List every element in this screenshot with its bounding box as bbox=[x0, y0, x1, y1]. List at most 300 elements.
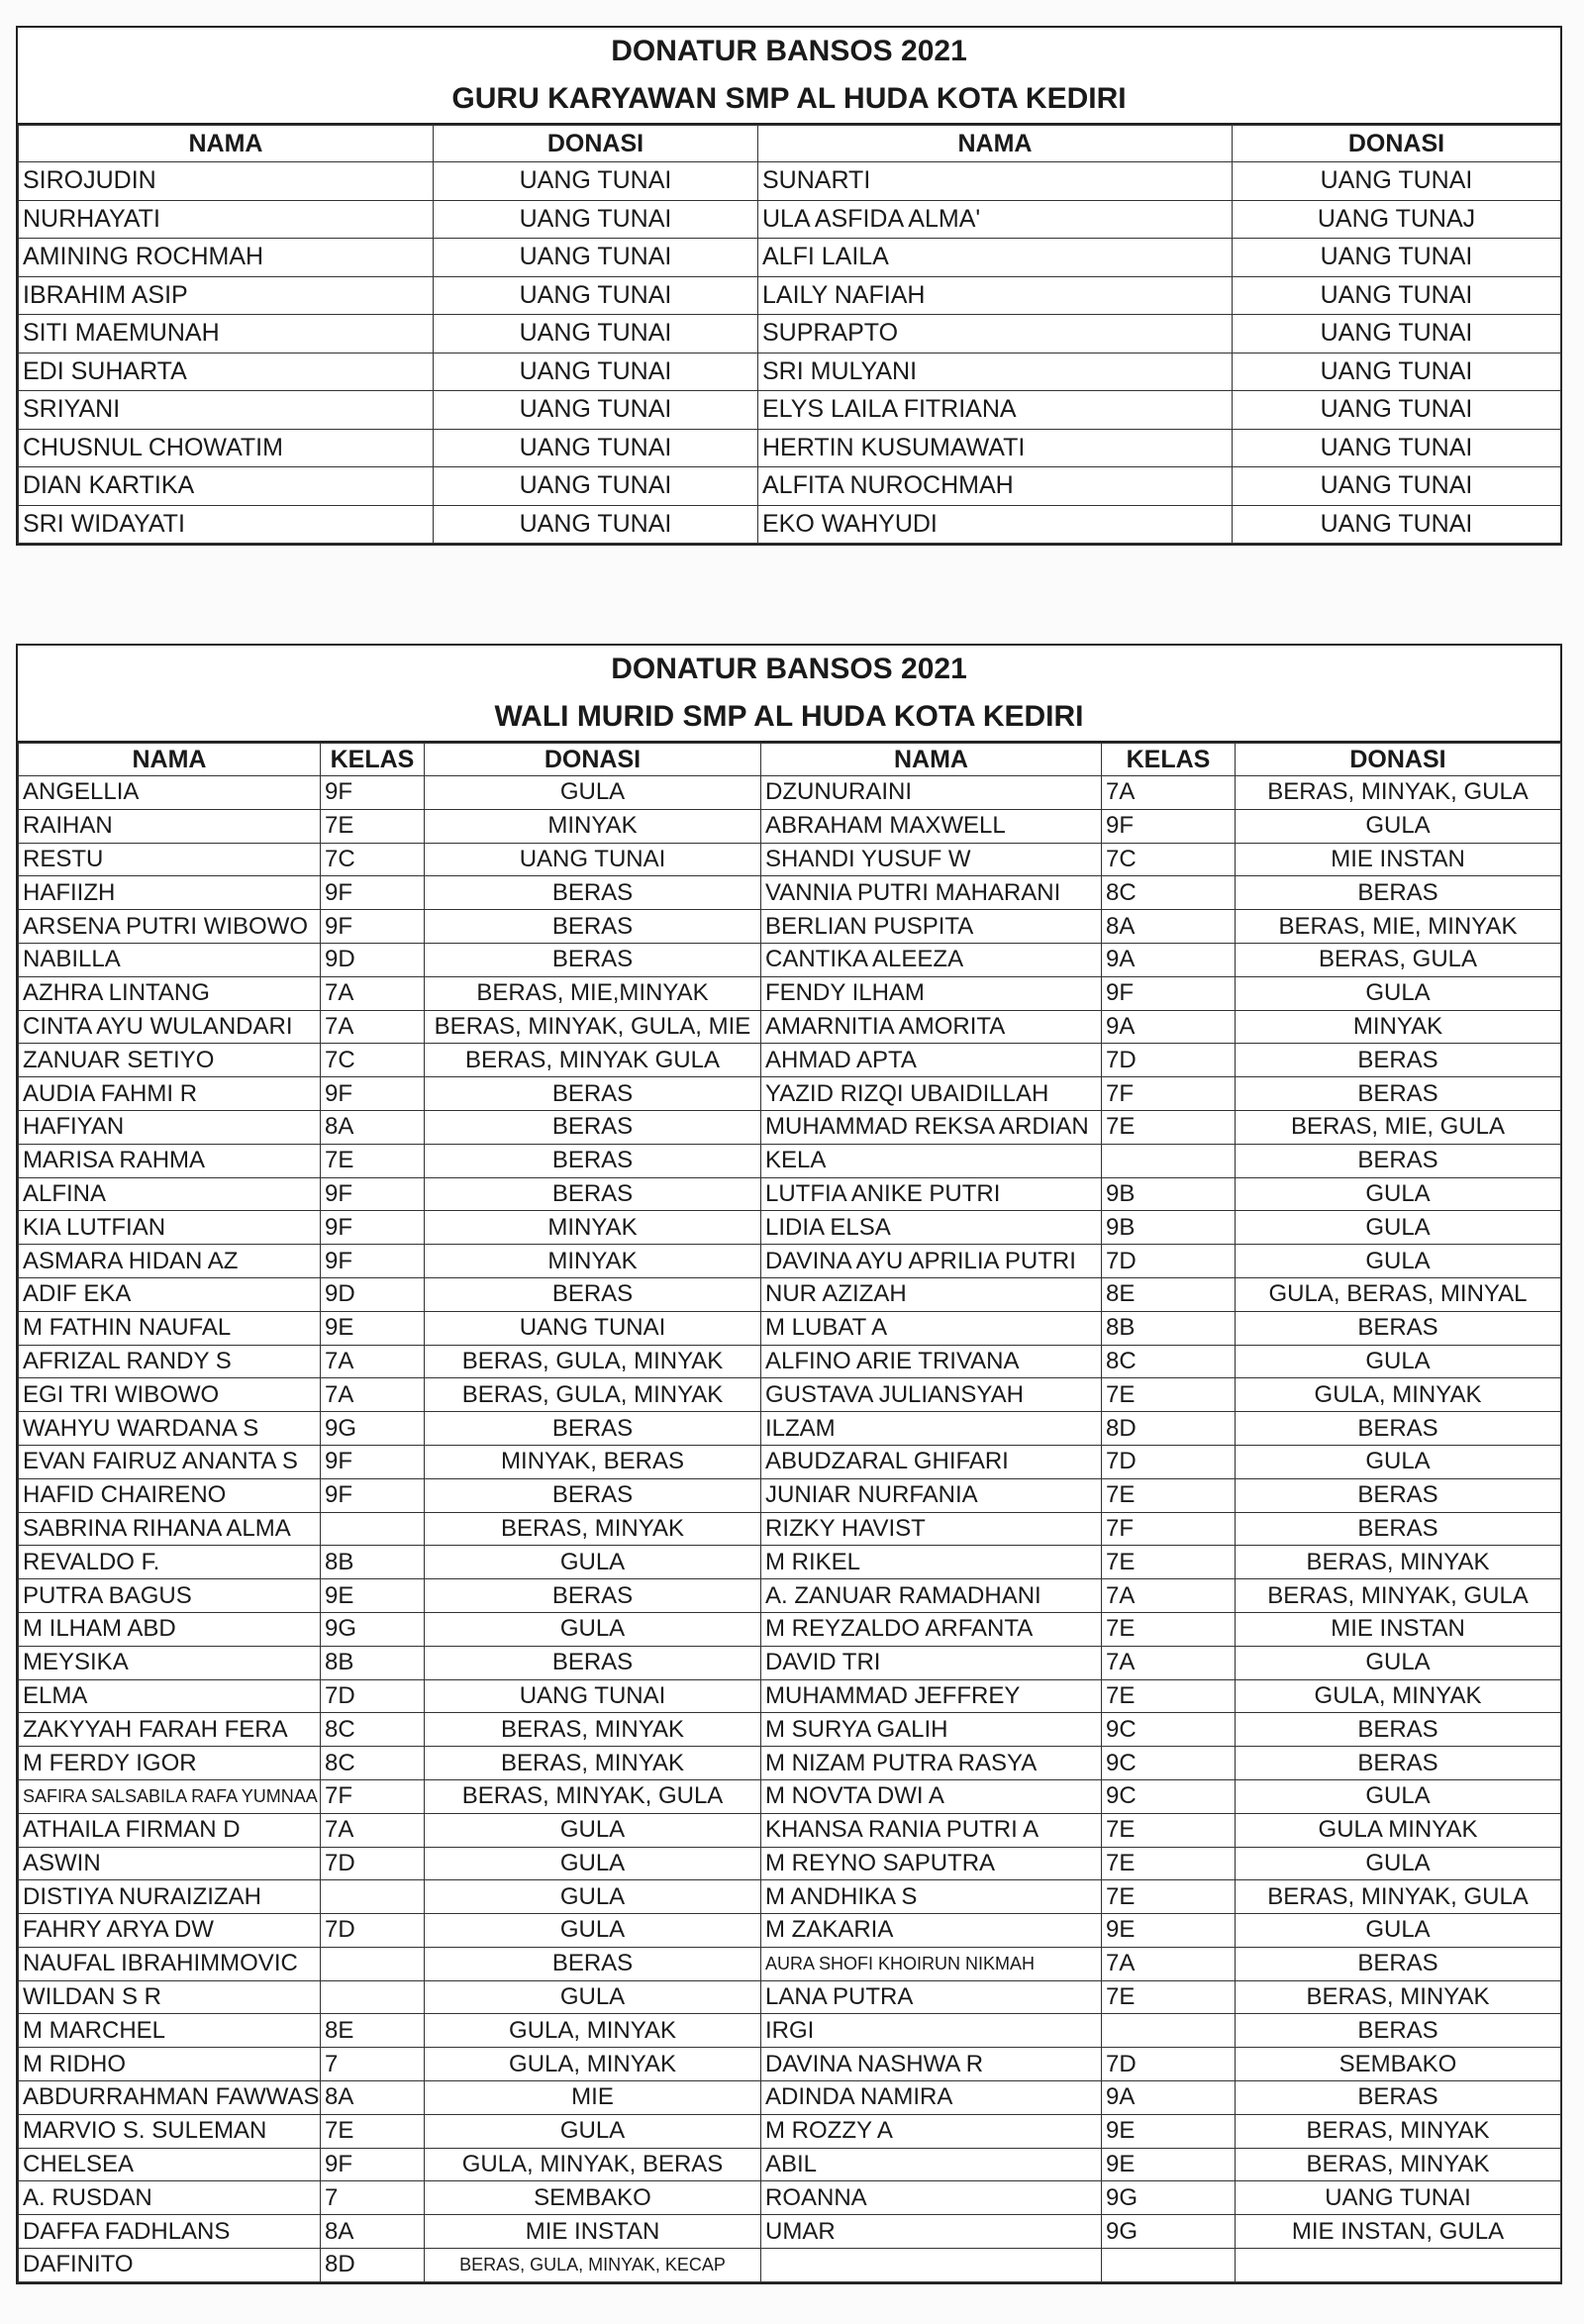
table-row bbox=[19, 1245, 1561, 1278]
table-cell: M ANDHIKA S bbox=[761, 1880, 1102, 1914]
table-cell bbox=[1102, 2014, 1236, 2048]
table-cell: BERAS bbox=[425, 1646, 761, 1679]
table-cell: 9G bbox=[1102, 2215, 1236, 2249]
table-cell: EVAN FAIRUZ ANANTA S bbox=[19, 1445, 321, 1478]
table-row bbox=[19, 1612, 1561, 1646]
table-cell: M FATHIN NAUFAL bbox=[19, 1311, 321, 1345]
table-cell: ZANUAR SETIYO bbox=[19, 1044, 321, 1077]
table-cell: DZUNURAINI bbox=[761, 776, 1102, 810]
table-cell: UANG TUNAJ bbox=[1233, 200, 1561, 239]
table-row bbox=[19, 976, 1561, 1010]
table-cell: M FERDY IGOR bbox=[19, 1747, 321, 1780]
table-cell: BERAS bbox=[1236, 2081, 1561, 2115]
table-cell: 8C bbox=[321, 1713, 425, 1747]
table-cell: UANG TUNAI bbox=[425, 1311, 761, 1345]
table-cell: BERAS bbox=[1236, 1713, 1561, 1747]
table-cell: EDI SUHARTA bbox=[19, 353, 434, 391]
parent-donor-table bbox=[18, 743, 1561, 2282]
table-cell: KIA LUTFIAN bbox=[19, 1211, 321, 1245]
table-cell: BERAS bbox=[425, 1579, 761, 1613]
table-cell: UANG TUNAI bbox=[434, 353, 758, 391]
table-cell: GULA, MINYAK bbox=[425, 2014, 761, 2048]
table-cell: 7E bbox=[1102, 1110, 1236, 1144]
column-header: NAMA bbox=[19, 126, 434, 162]
table-cell: JUNIAR NURFANIA bbox=[761, 1478, 1102, 1512]
table-cell: BERAS bbox=[425, 1110, 761, 1144]
table-cell: BERAS bbox=[1236, 1478, 1561, 1512]
table-cell: 7A bbox=[1102, 776, 1236, 810]
table-cell: UANG TUNAI bbox=[434, 505, 758, 544]
table-cell: ULA ASFIDA ALMA' bbox=[758, 200, 1233, 239]
table-cell: VANNIA PUTRI MAHARANI bbox=[761, 876, 1102, 910]
table-cell: 9B bbox=[1102, 1211, 1236, 1245]
table-row bbox=[19, 1914, 1561, 1948]
table-cell: 9F bbox=[321, 1177, 425, 1211]
table-cell: 7D bbox=[1102, 1445, 1236, 1478]
table-cell: ILZAM bbox=[761, 1412, 1102, 1446]
table-cell: 7D bbox=[321, 1847, 425, 1880]
table-cell: AUDIA FAHMI R bbox=[19, 1077, 321, 1111]
table-cell: GULA bbox=[1236, 1847, 1561, 1880]
table-cell: 7 bbox=[321, 2181, 425, 2215]
table-cell: BERAS bbox=[425, 910, 761, 944]
table-cell: 8A bbox=[321, 1110, 425, 1144]
table-cell: MINYAK bbox=[425, 809, 761, 843]
table-row bbox=[19, 1412, 1561, 1446]
table-cell: BERAS bbox=[425, 1277, 761, 1311]
table-cell: YAZID RIZQI UBAIDILLAH bbox=[761, 1077, 1102, 1111]
table-cell: UMAR bbox=[761, 2215, 1102, 2249]
table-cell: UANG TUNAI bbox=[434, 200, 758, 239]
table-cell: 9F bbox=[321, 876, 425, 910]
table-cell: SAFIRA SALSABILA RAFA YUMNAA bbox=[19, 1779, 321, 1813]
table-cell: GULA bbox=[425, 1813, 761, 1847]
table-row bbox=[19, 876, 1561, 910]
table-cell: ALFINO ARIE TRIVANA bbox=[761, 1345, 1102, 1378]
table-cell: 9F bbox=[321, 1445, 425, 1478]
table-cell: UANG TUNAI bbox=[434, 429, 758, 467]
table-cell: ABRAHAM MAXWELL bbox=[761, 809, 1102, 843]
table-row bbox=[19, 1646, 1561, 1679]
table-cell: GULA bbox=[1236, 976, 1561, 1010]
table-cell: SHANDI YUSUF W bbox=[761, 843, 1102, 876]
table-row bbox=[19, 276, 1561, 315]
table-row bbox=[19, 1512, 1561, 1546]
table-cell: 9A bbox=[1102, 2081, 1236, 2115]
parent-title-line-1: DONATUR BANSOS 2021 bbox=[611, 653, 967, 685]
table-cell: SRI WIDAYATI bbox=[19, 505, 434, 544]
table-cell: BERAS, MINYAK bbox=[1236, 2148, 1561, 2181]
table-cell: BERAS, MIE, GULA bbox=[1236, 1110, 1561, 1144]
table-row bbox=[19, 2181, 1561, 2215]
table-cell: 7F bbox=[321, 1779, 425, 1813]
table-cell: HAFIIZH bbox=[19, 876, 321, 910]
table-cell: CINTA AYU WULANDARI bbox=[19, 1010, 321, 1044]
table-cell: 9A bbox=[1102, 1010, 1236, 1044]
table-row bbox=[19, 429, 1561, 467]
table-cell: 7E bbox=[321, 809, 425, 843]
table-cell: GULA bbox=[425, 1847, 761, 1880]
table-cell: M RIKEL bbox=[761, 1546, 1102, 1579]
table-cell: 7E bbox=[1102, 1546, 1236, 1579]
table-cell: MIE bbox=[425, 2081, 761, 2115]
table-cell: 7E bbox=[321, 2114, 425, 2148]
table-cell: ABIL bbox=[761, 2148, 1102, 2181]
table-cell: 9E bbox=[1102, 2148, 1236, 2181]
table-cell: BERAS bbox=[425, 1144, 761, 1177]
table-cell bbox=[1102, 1144, 1236, 1177]
table-cell: ANGELLIA bbox=[19, 776, 321, 810]
table-cell: 9C bbox=[1102, 1779, 1236, 1813]
table-cell: 9E bbox=[1102, 1914, 1236, 1948]
table-cell: LANA PUTRA bbox=[761, 1980, 1102, 2014]
table-cell: REVALDO F. bbox=[19, 1546, 321, 1579]
table-row bbox=[19, 1311, 1561, 1345]
table-cell: 9E bbox=[1102, 2114, 1236, 2148]
table-cell: MARISA RAHMA bbox=[19, 1144, 321, 1177]
table-cell: 8A bbox=[321, 2215, 425, 2249]
table-cell: NAUFAL IBRAHIMMOVIC bbox=[19, 1947, 321, 1980]
table-cell: ARSENA PUTRI WIBOWO bbox=[19, 910, 321, 944]
table-row bbox=[19, 505, 1561, 544]
table-cell: GULA bbox=[425, 1914, 761, 1948]
table-row bbox=[19, 2048, 1561, 2081]
table-cell: GULA bbox=[425, 1880, 761, 1914]
table-cell: GULA bbox=[425, 1546, 761, 1579]
table-cell: 7A bbox=[321, 976, 425, 1010]
table-cell: BERAS, MINYAK, GULA bbox=[1236, 776, 1561, 810]
table-cell: A. ZANUAR RAMADHANI bbox=[761, 1579, 1102, 1613]
table-cell: SUPRAPTO bbox=[758, 315, 1233, 354]
column-header: DONASI bbox=[1233, 126, 1561, 162]
table-row bbox=[19, 1579, 1561, 1613]
table-cell: HAFIYAN bbox=[19, 1110, 321, 1144]
table-cell: BERAS, MINYAK, GULA bbox=[425, 1779, 761, 1813]
table-cell: M RIDHO bbox=[19, 2048, 321, 2081]
table-cell: AFRIZAL RANDY S bbox=[19, 1345, 321, 1378]
table-cell: 9G bbox=[1102, 2181, 1236, 2215]
table-cell: FAHRY ARYA DW bbox=[19, 1914, 321, 1948]
table-cell: UANG TUNAI bbox=[434, 276, 758, 315]
table-cell: BERAS, MINYAK bbox=[425, 1747, 761, 1780]
table-cell: BERAS bbox=[1236, 1747, 1561, 1780]
table-row bbox=[19, 2148, 1561, 2181]
table-cell: GULA bbox=[1236, 1211, 1561, 1245]
table-cell: ROANNA bbox=[761, 2181, 1102, 2215]
table-cell: ABUDZARAL GHIFARI bbox=[761, 1445, 1102, 1478]
table-cell: ADIF EKA bbox=[19, 1277, 321, 1311]
table-cell: BERAS bbox=[425, 1478, 761, 1512]
table-cell: ALFI LAILA bbox=[758, 239, 1233, 277]
table-cell bbox=[321, 1880, 425, 1914]
table-row bbox=[19, 2215, 1561, 2249]
table-cell: EGI TRI WIBOWO bbox=[19, 1378, 321, 1412]
table-cell: NURHAYATI bbox=[19, 200, 434, 239]
table-cell: 9F bbox=[321, 776, 425, 810]
table-row bbox=[19, 2114, 1561, 2148]
table-cell: ASWIN bbox=[19, 1847, 321, 1880]
table-cell: HERTIN KUSUMAWATI bbox=[758, 429, 1233, 467]
table-cell: ALFINA bbox=[19, 1177, 321, 1211]
table-cell: 8E bbox=[321, 2014, 425, 2048]
column-header: KELAS bbox=[1102, 744, 1236, 776]
table-cell: M NIZAM PUTRA RASYA bbox=[761, 1747, 1102, 1780]
table-row bbox=[19, 1077, 1561, 1111]
table-cell: 9F bbox=[1102, 809, 1236, 843]
table-cell: DAFINITO bbox=[19, 2249, 321, 2282]
table-cell: RAIHAN bbox=[19, 809, 321, 843]
table-cell: 7F bbox=[1102, 1512, 1236, 1546]
table-row bbox=[19, 391, 1561, 430]
table-cell: GULA bbox=[425, 2114, 761, 2148]
table-cell: GULA bbox=[1236, 1345, 1561, 1378]
table-row bbox=[19, 1713, 1561, 1747]
table-cell: BERAS, GULA bbox=[1236, 943, 1561, 976]
table-cell: 7E bbox=[1102, 1847, 1236, 1880]
table-cell: GULA bbox=[425, 1980, 761, 2014]
table-cell: A. RUSDAN bbox=[19, 2181, 321, 2215]
table-cell: GULA bbox=[1236, 809, 1561, 843]
table-row bbox=[19, 943, 1561, 976]
table-cell: BERAS, MIE,MINYAK bbox=[425, 976, 761, 1010]
table-cell bbox=[321, 1947, 425, 1980]
table-cell: M REYNO SAPUTRA bbox=[761, 1847, 1102, 1880]
table-cell: AMINING ROCHMAH bbox=[19, 239, 434, 277]
table-row bbox=[19, 1010, 1561, 1044]
table-cell: UANG TUNAI bbox=[1233, 391, 1561, 430]
table-cell: UANG TUNAI bbox=[1233, 162, 1561, 201]
table-cell: BERAS, GULA, MINYAK bbox=[425, 1345, 761, 1378]
table-cell: UANG TUNAI bbox=[1236, 2181, 1561, 2215]
table-row bbox=[19, 467, 1561, 506]
table-cell: 7A bbox=[1102, 1579, 1236, 1613]
table-cell: 7D bbox=[1102, 1245, 1236, 1278]
table-cell: 8B bbox=[321, 1546, 425, 1579]
table-cell: ALFITA NUROCHMAH bbox=[758, 467, 1233, 506]
table-cell: BERAS, GULA, MINYAK bbox=[425, 1378, 761, 1412]
table-cell: 7E bbox=[1102, 1679, 1236, 1713]
table-cell: BERAS bbox=[425, 1077, 761, 1111]
table-cell: 8C bbox=[1102, 1345, 1236, 1378]
table-cell: ASMARA HIDAN AZ bbox=[19, 1245, 321, 1278]
table-row bbox=[19, 809, 1561, 843]
table-cell: GULA bbox=[1236, 1445, 1561, 1478]
table-cell: UANG TUNAI bbox=[434, 467, 758, 506]
table-cell: RIZKY HAVIST bbox=[761, 1512, 1102, 1546]
table-cell: 9F bbox=[321, 1077, 425, 1111]
table-cell: 8C bbox=[1102, 876, 1236, 910]
table-cell: ELYS LAILA FITRIANA bbox=[758, 391, 1233, 430]
table-cell: UANG TUNAI bbox=[1233, 353, 1561, 391]
table-row bbox=[19, 1378, 1561, 1412]
table-cell: 7A bbox=[321, 1378, 425, 1412]
table-cell: 7E bbox=[321, 1144, 425, 1177]
table-cell: MINYAK bbox=[425, 1245, 761, 1278]
table-cell: 9D bbox=[321, 1277, 425, 1311]
table-cell: AHMAD APTA bbox=[761, 1044, 1102, 1077]
table-cell: BERAS, MINYAK bbox=[1236, 1980, 1561, 2014]
table-row bbox=[19, 1144, 1561, 1177]
parent-table-title bbox=[18, 646, 1560, 743]
table-cell bbox=[761, 2249, 1102, 2282]
table-cell bbox=[1236, 2249, 1561, 2282]
table-cell: 8D bbox=[321, 2249, 425, 2282]
table-cell: 7D bbox=[1102, 1044, 1236, 1077]
table-row bbox=[19, 2014, 1561, 2048]
table-row bbox=[19, 1679, 1561, 1713]
table-cell: 8C bbox=[321, 1747, 425, 1780]
table-cell: 8E bbox=[1102, 1277, 1236, 1311]
table-cell: 9D bbox=[321, 943, 425, 976]
table-cell: LAILY NAFIAH bbox=[758, 276, 1233, 315]
table-cell: KELA bbox=[761, 1144, 1102, 1177]
table-row bbox=[19, 1747, 1561, 1780]
table-cell: GULA, MINYAK bbox=[1236, 1378, 1561, 1412]
table-row bbox=[19, 1779, 1561, 1813]
staff-title-line-2: GURU KARYAWAN SMP AL HUDA KOTA KEDIRI bbox=[451, 82, 1127, 115]
table-cell: AURA SHOFI KHOIRUN NIKMAH bbox=[761, 1947, 1102, 1980]
table-cell: GULA bbox=[1236, 1245, 1561, 1278]
column-header: DONASI bbox=[1236, 744, 1561, 776]
table-cell: WAHYU WARDANA S bbox=[19, 1412, 321, 1446]
table-cell: 7 bbox=[321, 2048, 425, 2081]
table-cell bbox=[1102, 2249, 1236, 2282]
table-cell: 7A bbox=[321, 1345, 425, 1378]
table-cell: UANG TUNAI bbox=[1233, 429, 1561, 467]
table-cell: UANG TUNAI bbox=[1233, 276, 1561, 315]
table-cell: RESTU bbox=[19, 843, 321, 876]
table-cell: CHUSNUL CHOWATIM bbox=[19, 429, 434, 467]
table-cell: BERAS bbox=[1236, 2014, 1561, 2048]
table-cell: HAFID CHAIRENO bbox=[19, 1478, 321, 1512]
table-row bbox=[19, 200, 1561, 239]
table-cell: DAVINA NASHWA R bbox=[761, 2048, 1102, 2081]
table-row bbox=[19, 1847, 1561, 1880]
table-cell: ADINDA NAMIRA bbox=[761, 2081, 1102, 2115]
table-cell: BERAS, MINYAK bbox=[1236, 1546, 1561, 1579]
table-row bbox=[19, 1880, 1561, 1914]
table-cell: IBRAHIM ASIP bbox=[19, 276, 434, 315]
table-cell: 9C bbox=[1102, 1747, 1236, 1780]
table-cell: M ILHAM ABD bbox=[19, 1612, 321, 1646]
table-cell: BERAS, MINYAK bbox=[425, 1713, 761, 1747]
column-header: NAMA bbox=[19, 744, 321, 776]
table-cell: SEMBAKO bbox=[1236, 2048, 1561, 2081]
table-cell: UANG TUNAI bbox=[1233, 467, 1561, 506]
table-cell: MUHAMMAD REKSA ARDIAN bbox=[761, 1110, 1102, 1144]
table-cell: M SURYA GALIH bbox=[761, 1713, 1102, 1747]
table-row bbox=[19, 1980, 1561, 2014]
table-cell: PUTRA BAGUS bbox=[19, 1579, 321, 1613]
table-row bbox=[19, 1478, 1561, 1512]
table-cell: GULA bbox=[425, 1612, 761, 1646]
table-cell: BERAS, GULA, MINYAK, KECAP bbox=[425, 2249, 761, 2282]
table-cell: 7C bbox=[1102, 843, 1236, 876]
table-cell: DISTIYA NURAIZIZAH bbox=[19, 1880, 321, 1914]
table-row bbox=[19, 1044, 1561, 1077]
table-cell: GULA bbox=[425, 776, 761, 810]
table-cell: 9F bbox=[321, 2148, 425, 2181]
table-cell: 7A bbox=[321, 1010, 425, 1044]
table-cell: SUNARTI bbox=[758, 162, 1233, 201]
table-cell: 7E bbox=[1102, 1880, 1236, 1914]
table-cell: LUTFIA ANIKE PUTRI bbox=[761, 1177, 1102, 1211]
table-cell: UANG TUNAI bbox=[425, 1679, 761, 1713]
table-cell: BERAS, MINYAK, GULA bbox=[1236, 1880, 1561, 1914]
table-cell: MIE INSTAN bbox=[1236, 1612, 1561, 1646]
table-cell: IRGI bbox=[761, 2014, 1102, 2048]
table-cell: BERAS bbox=[1236, 1044, 1561, 1077]
table-cell: BERAS bbox=[1236, 1077, 1561, 1111]
table-cell: M REYZALDO ARFANTA bbox=[761, 1612, 1102, 1646]
table-cell: MUHAMMAD JEFFREY bbox=[761, 1679, 1102, 1713]
table-cell: BERAS bbox=[1236, 1947, 1561, 1980]
table-cell: KHANSA RANIA PUTRI A bbox=[761, 1813, 1102, 1847]
table-row bbox=[19, 843, 1561, 876]
table-cell: 7D bbox=[321, 1914, 425, 1948]
table-cell: MARVIO S. SULEMAN bbox=[19, 2114, 321, 2148]
table-cell: BERLIAN PUSPITA bbox=[761, 910, 1102, 944]
table-row bbox=[19, 776, 1561, 810]
table-cell: 9F bbox=[321, 1478, 425, 1512]
table-cell: M NOVTA DWI A bbox=[761, 1779, 1102, 1813]
table-cell: 9A bbox=[1102, 943, 1236, 976]
column-header: NAMA bbox=[761, 744, 1102, 776]
table-cell: 7E bbox=[1102, 1980, 1236, 2014]
table-cell: AMARNITIA AMORITA bbox=[761, 1010, 1102, 1044]
table-cell: BERAS bbox=[1236, 1412, 1561, 1446]
table-cell: NABILLA bbox=[19, 943, 321, 976]
table-cell: 8A bbox=[1102, 910, 1236, 944]
table-row bbox=[19, 1177, 1561, 1211]
table-cell: 7E bbox=[1102, 1378, 1236, 1412]
staff-title-line-1: DONATUR BANSOS 2021 bbox=[611, 35, 967, 67]
table-cell: M MARCHEL bbox=[19, 2014, 321, 2048]
table-cell: 7A bbox=[321, 1813, 425, 1847]
table-cell: 7F bbox=[1102, 1077, 1236, 1111]
column-header: DONASI bbox=[434, 126, 758, 162]
table-cell: GULA MINYAK bbox=[1236, 1813, 1561, 1847]
table-row bbox=[19, 1345, 1561, 1378]
table-cell: GULA, BERAS, MINYAL bbox=[1236, 1277, 1561, 1311]
table-cell: MEYSIKA bbox=[19, 1646, 321, 1679]
staff-donor-table bbox=[18, 125, 1561, 544]
table-cell: 7E bbox=[1102, 1478, 1236, 1512]
table-cell: GULA, MINYAK bbox=[1236, 1679, 1561, 1713]
table-cell: BERAS bbox=[1236, 1512, 1561, 1546]
table-cell: BERAS, MINYAK GULA bbox=[425, 1044, 761, 1077]
table-cell: SRI MULYANI bbox=[758, 353, 1233, 391]
table-cell: BERAS, MINYAK, GULA bbox=[1236, 1579, 1561, 1613]
table-cell: SEMBAKO bbox=[425, 2181, 761, 2215]
column-header: KELAS bbox=[321, 744, 425, 776]
table-row bbox=[19, 1947, 1561, 1980]
staff-donor-table-block bbox=[16, 26, 1562, 546]
table-cell: 7D bbox=[321, 1679, 425, 1713]
table-cell: 9B bbox=[1102, 1177, 1236, 1211]
table-cell: 7E bbox=[1102, 1813, 1236, 1847]
table-cell: MINYAK bbox=[1236, 1010, 1561, 1044]
table-cell: BERAS bbox=[425, 1412, 761, 1446]
table-cell: UANG TUNAI bbox=[434, 391, 758, 430]
table-cell: 7A bbox=[1102, 1646, 1236, 1679]
table-cell: BERAS bbox=[1236, 1144, 1561, 1177]
table-cell: M LUBAT A bbox=[761, 1311, 1102, 1345]
table-cell: BERAS bbox=[1236, 876, 1561, 910]
table-cell: NUR AZIZAH bbox=[761, 1277, 1102, 1311]
table-cell: ELMA bbox=[19, 1679, 321, 1713]
table-cell: 8B bbox=[1102, 1311, 1236, 1345]
